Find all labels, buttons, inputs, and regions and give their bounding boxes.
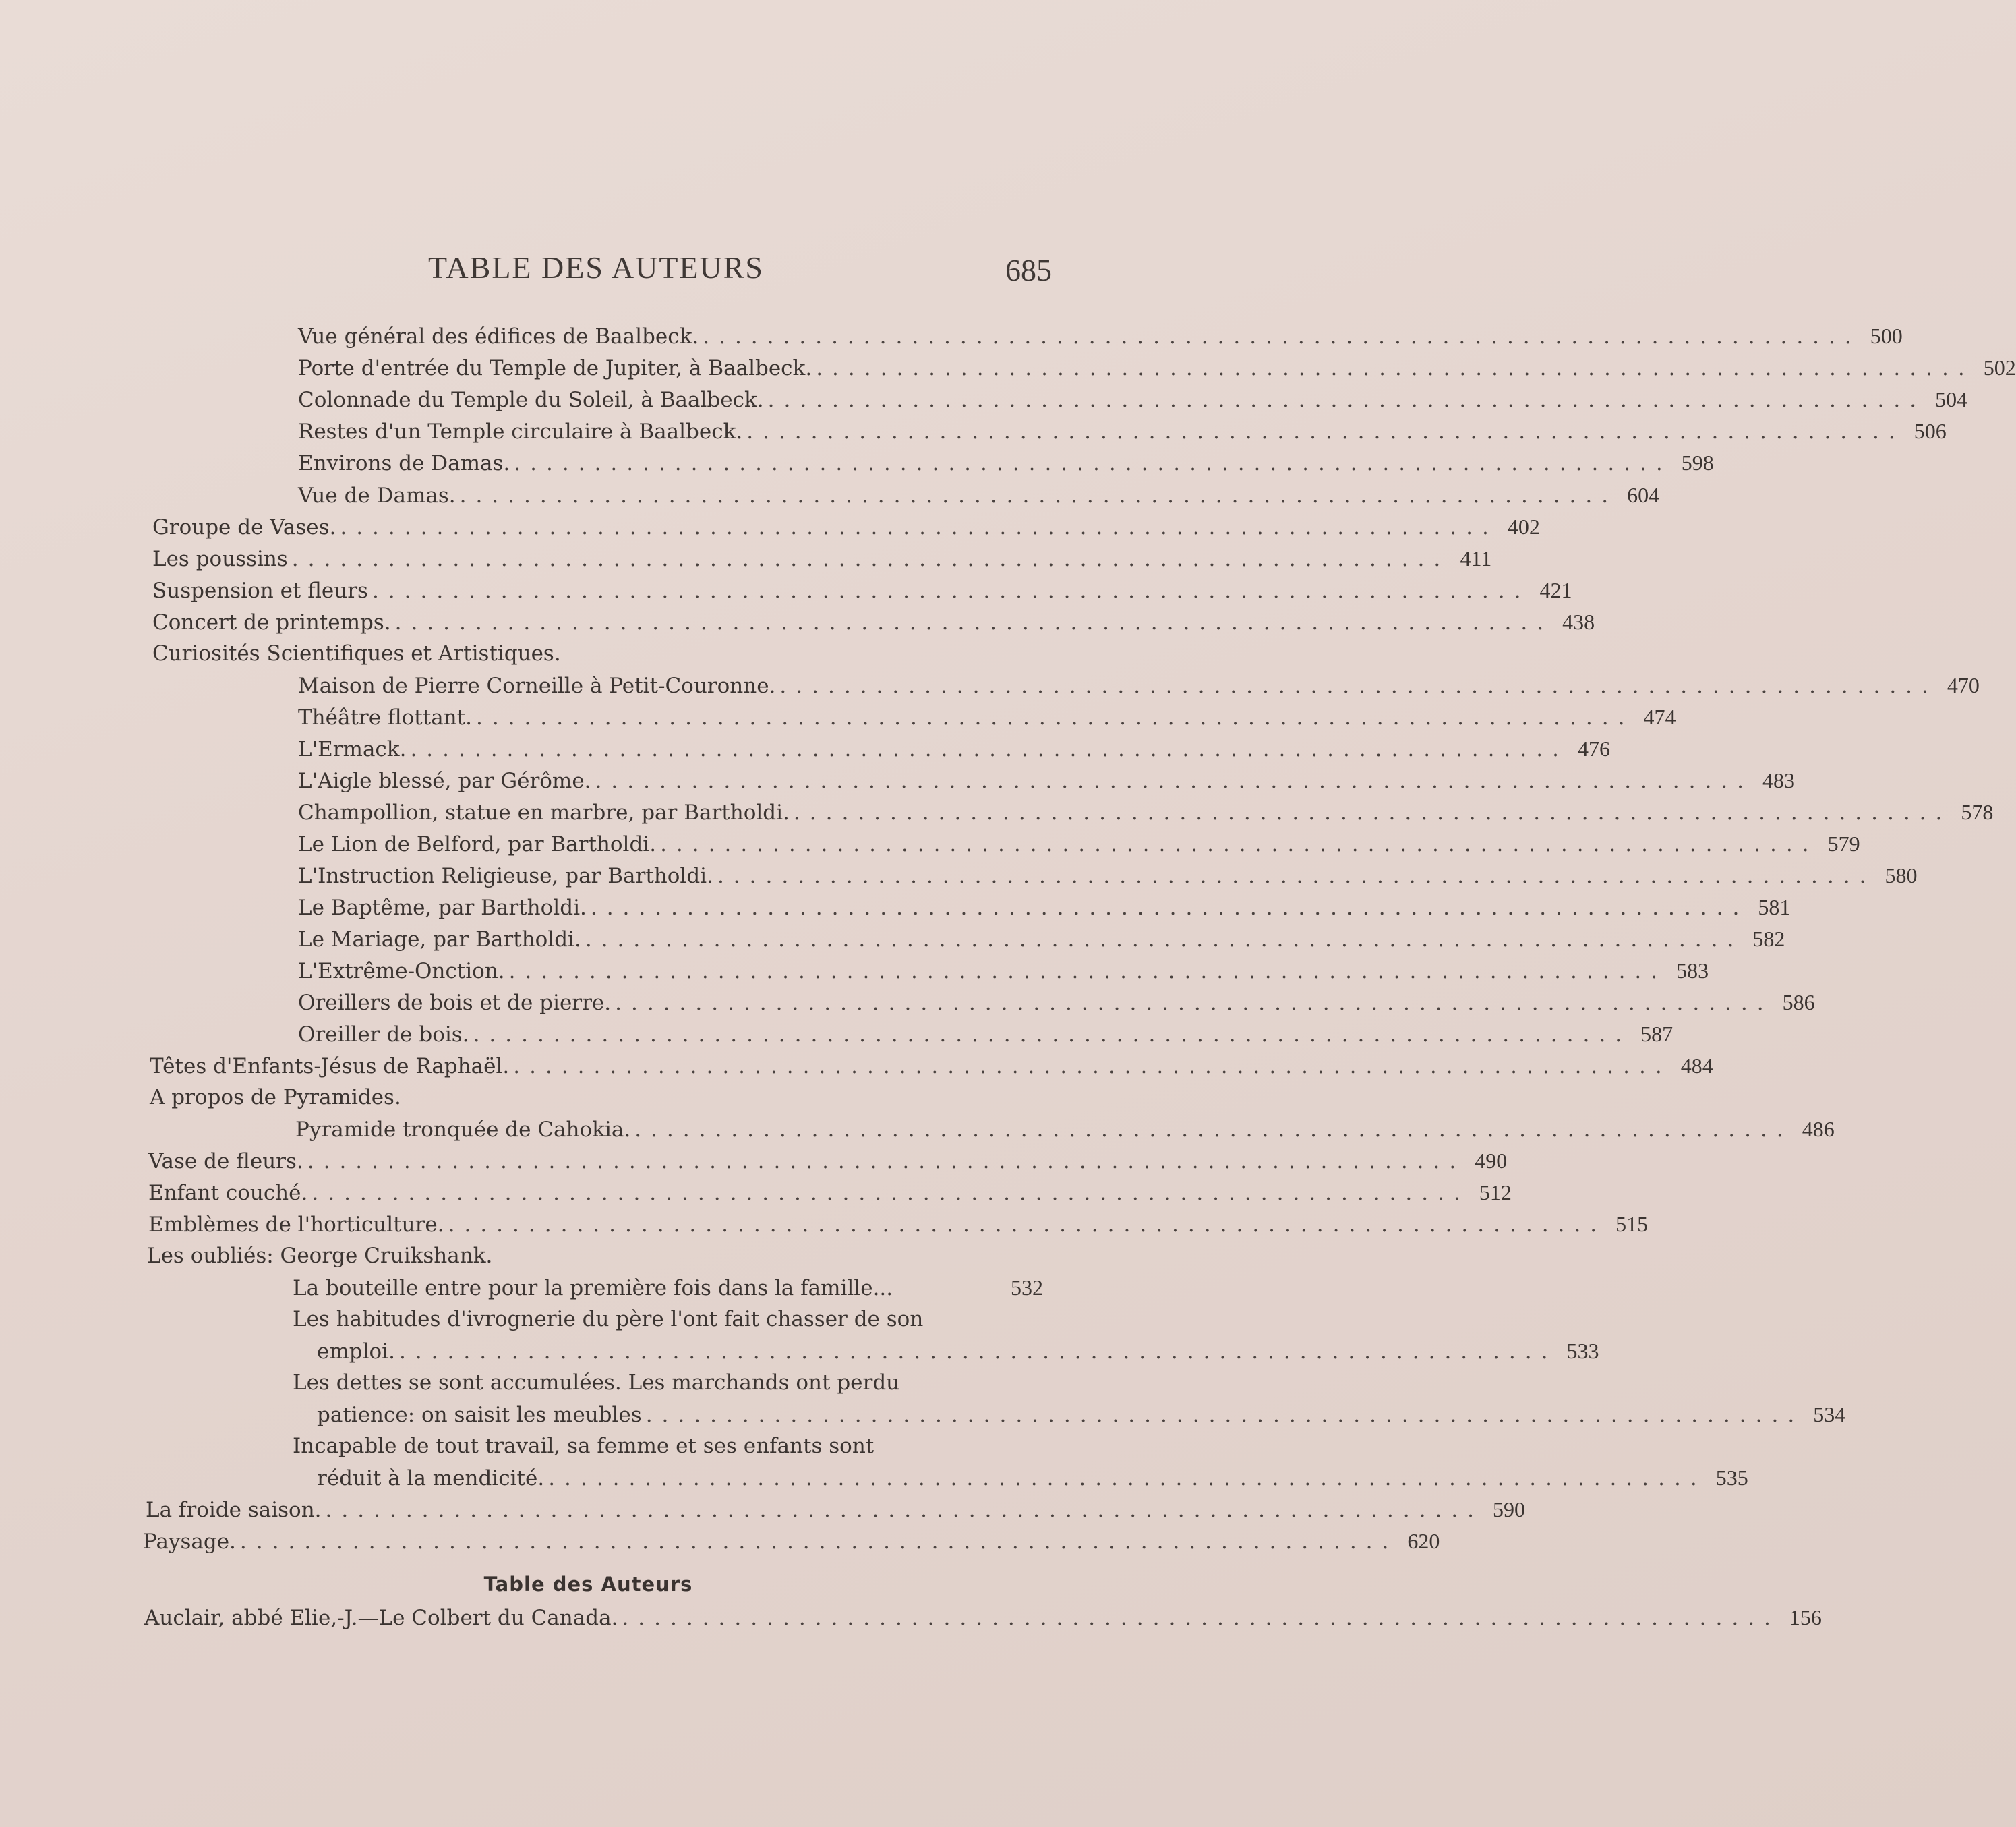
- toc-entry: Concert de printemps. ........................................................................ 438: [152, 610, 1595, 635]
- page-header: [148, 250, 1052, 297]
- toc-entry: Têtes d'Enfants-Jésus de Raphaël. ........................................................................ 484: [150, 1053, 1713, 1078]
- toc-entry: Vue de Damas. ........................................................................ 604: [298, 483, 1660, 508]
- toc-entry: L'Instruction Religieuse, par Bartholdi. ........................................................................ 580: [298, 863, 1918, 888]
- toc-entry: Les poussins ........................................................................ 411: [152, 546, 1492, 571]
- toc-entry: Suspension et fleurs ........................................................................ 421: [152, 578, 1572, 603]
- toc-heading: Les habitudes d'ivrognerie du père l'ont fait chasser de son: [293, 1307, 924, 1331]
- toc-entry: Théâtre flottant. ........................................................................ 474: [298, 705, 1676, 730]
- toc-entry: Groupe de Vases. ........................................................................ 402: [152, 515, 1540, 540]
- toc-entry: Environs de Damas. ........................................................................ 598: [298, 451, 1714, 475]
- toc-entry: Enfant couché. ........................................................................ 512: [148, 1180, 1512, 1205]
- toc-heading: Les dettes se sont accumulées. Les marchands ont perdu: [293, 1370, 900, 1395]
- section-title: Table des Auteurs: [483, 1573, 693, 1596]
- toc-heading: A propos de Pyramides.: [150, 1085, 401, 1109]
- author-entry: Auclair, abbé Elie,-J.—Le Colbert du Canada. ........................................................................ 156: [144, 1605, 1822, 1630]
- toc-entry: Oreillers de bois et de pierre. ........................................................................ 586: [298, 990, 1815, 1015]
- toc-entry: L'Aigle blessé, par Gérôme. ........................................................................ 483: [298, 768, 1796, 793]
- toc-heading: Curiosités Scientifiques et Artistiques.: [152, 641, 561, 666]
- toc-heading: Incapable de tout travail, sa femme et ses enfants sont: [293, 1434, 874, 1458]
- toc-entry: La bouteille entre pour la première fois dans la famille... 532: [293, 1275, 1043, 1300]
- running-title: TABLE DES AUTEURS: [428, 250, 764, 285]
- toc-heading: Les oubliés: George Cruikshank.: [147, 1244, 493, 1268]
- toc-entry: Vase de fleurs. ........................................................................ 490: [148, 1149, 1508, 1173]
- toc-entry: Maison de Pierre Corneille à Petit-Couronne. ........................................................................ 470: [298, 673, 1980, 698]
- toc-entry: Oreiller de bois. ........................................................................ 587: [298, 1022, 1673, 1047]
- toc-entry: Emblèmes de l'horticulture. ........................................................................ 515: [148, 1212, 1649, 1237]
- toc-entry: Champollion, statue en marbre, par Bartholdi. ........................................................................ 578: [298, 800, 1994, 825]
- toc-entry: La froide saison. ........................................................................ 590: [146, 1497, 1526, 1522]
- toc-entry: Le Baptême, par Bartholdi. ........................................................................ 581: [298, 895, 1791, 920]
- toc-entry: réduit à la mendicité. ........................................................................ 535: [317, 1466, 1748, 1490]
- toc-entry: Pyramide tronquée de Cahokia. ........................................................................ 486: [295, 1117, 1835, 1142]
- toc-entry: Le Mariage, par Bartholdi. ........................................................................ 582: [298, 927, 1785, 952]
- toc-entry: Paysage. ........................................................................ 620: [143, 1529, 1440, 1554]
- toc-entry: emploi. ........................................................................ 533: [317, 1339, 1599, 1364]
- toc-entry: patience: on saisit les meubles ........................................................................ 534: [317, 1402, 1846, 1427]
- toc-entry: Le Lion de Belford, par Bartholdi. ........................................................................ 579: [298, 832, 1860, 857]
- toc-entry: L'Extrême-Onction. ........................................................................ 583: [298, 958, 1709, 983]
- toc-entry: L'Ermack. ........................................................................ 476: [298, 736, 1610, 761]
- toc-entry: Vue général des édifices de Baalbeck. ........................................................................ 500: [298, 324, 1903, 349]
- toc-entry: Restes d'un Temple circulaire à Baalbeck. ........................................................................ 506: [298, 419, 1947, 444]
- page-number: 685: [1005, 253, 1052, 287]
- toc-entry: Porte d'entrée du Temple de Jupiter, à Baalbeck. ........................................................................ 502: [298, 355, 2016, 380]
- toc-entry: Colonnade du Temple du Soleil, à Baalbeck. ........................................................................ 504: [298, 387, 1968, 412]
